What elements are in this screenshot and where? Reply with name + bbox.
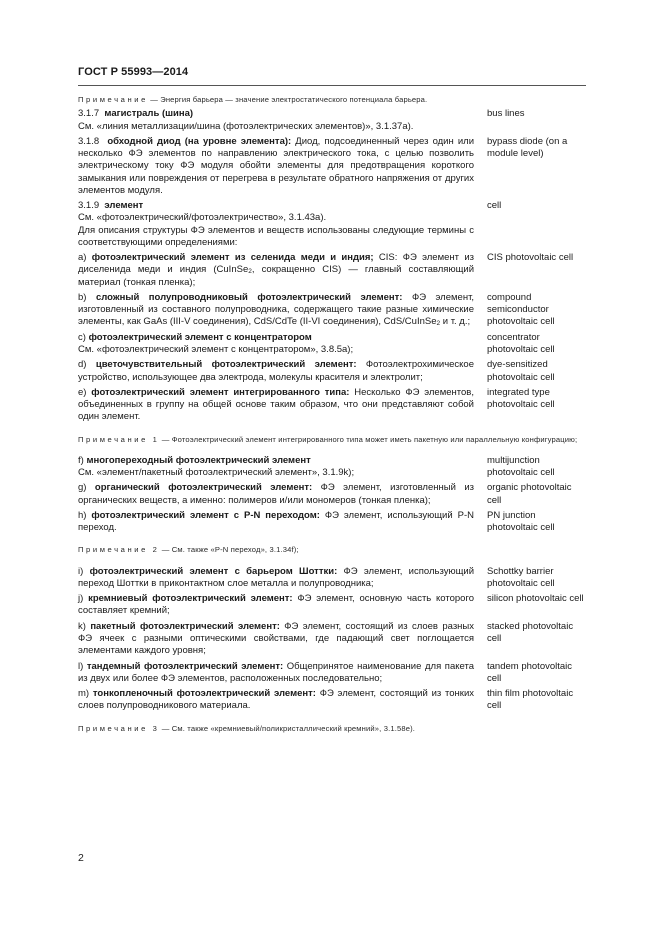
english-term: compound semiconductor photovoltaic cell [487, 291, 555, 328]
english-term: bus lines [487, 108, 525, 120]
english-term: thin film photovoltaic cell [487, 688, 574, 712]
item-b: b) сложный полупроводниковый фотоэлектрический элемент: ФЭ элемент, изготовленный из составного полупроводника, содержащего такие разные химические элементы, как GaAs (III-V соединения), CdS/CdTe (II-VI соединения), CdS/CuInSe$_2$ и т. д.; compound semiconductor photovoltaic cell [78, 292, 588, 329]
document-body [78, 94, 588, 734]
item-g: g) органический фотоэлектрический элемент: ФЭ элемент, изготовленный из органических веществ, а именно: полимеров и/или мономеров (тонкая пленка); organic photovoltaic cell [78, 482, 588, 506]
term-bypass-diode: обходной диод (на уровне элемента): [107, 135, 292, 147]
note-energy-barrier: Примечание — Энергия барьера — значение электростатического потенциала барьера. [78, 95, 428, 104]
english-term: multijunction photovoltaic cell [487, 454, 555, 478]
item-k: k) пакетный фотоэлектрический элемент: ФЭ элемент, состоящий из слоев разных ФЭ ячеек с разными оптическими свойствами, где падающий свет поглощается элементами каждого уровня; stacked photovoltaic cell [78, 621, 588, 658]
term-cell: элемент [104, 200, 144, 212]
english-term: organic photovoltaic cell [487, 482, 572, 506]
document-header: ГОСТ Р 55993—2014 [78, 66, 189, 78]
english-term: cell [487, 200, 502, 212]
note-3: Примечание 3 — См. также «кремниевый/поликристаллический кремний», 3.1.58e). [78, 723, 416, 733]
english-term: integrated type photovoltaic cell [487, 386, 555, 411]
entry-3-1-7: 3.1.7 магистраль (шина) См. «линия металлизации/шина (фотоэлектрических элементов)», 3.1.37a). bus lines [78, 108, 588, 132]
page-number: 2 [78, 852, 84, 864]
item-j: j) кремниевый фотоэлектрический элемент: ФЭ элемент, основную часть которого составляет кремний; silicon photovoltaic cell [78, 593, 588, 617]
item-h: h) фотоэлектрический элемент с P-N переходом: ФЭ элемент, использующий P-N переход. PN junction photovoltaic cell [78, 510, 588, 534]
note-2: Примечание 2 — См. также «P-N переход», 3.1.34f); [78, 545, 299, 555]
item-l: l) тандемный фотоэлектрический элемент: Общепринятое наименование для пакета из двух или более ФЭ элементов, расположенных последовательно; tandem photovoltaic cell [78, 661, 588, 685]
header-rule [78, 85, 586, 86]
item-i: i) фотоэлектрический элемент с барьером Шоттки: ФЭ элемент, использующий переход Шоттки в приконтактном слое металла и полупроводника; Schottky barrier photovoltaic cell [78, 566, 588, 590]
note-1: Примечание 1 — Фотоэлектрический элемент интегрированного типа может иметь пакетную или параллельную конфигурацию; [78, 434, 578, 444]
entry-3-1-9: 3.1.9 элемент См. «фотоэлектрический/фотоэлектричество», 3.1.43a). Для описания структуры ФЭ элементов и веществ использованы следующие термины с соответствующими определениями: cell [78, 200, 588, 249]
english-term: dye-sensitized photovoltaic cell [487, 359, 555, 383]
english-term: PN junction photovoltaic cell [487, 509, 555, 534]
item-m: m) тонкопленочный фотоэлектрический элемент: ФЭ элемент, состоящий из тонких слоев полупроводникового материала. thin film photovoltaic cell [78, 688, 588, 712]
item-c: c) фотоэлектрический элемент с концентратором См. «фотоэлектрический элемент с концентратором», 3.8.5a); concentrator photovoltaic cell [78, 332, 588, 356]
english-term: concentrator photovoltaic cell [487, 331, 555, 355]
item-d: d) цветочувствительный фотоэлектрический элемент: Фотоэлектрохимическое устройство, использующее два электрода, молекулы красителя и электролит; dye-sensitized photovoltaic cell [78, 359, 588, 383]
item-f: f) многопереходный фотоэлектрический элемент См. «элемент/пакетный фотоэлектрический элемент», 3.1.9k); multijunction photovoltaic cell [78, 455, 588, 479]
english-term: bypass diode (on a module level) [487, 135, 568, 160]
item-e: e) фотоэлектрический элемент интегрированного типа: Несколько ФЭ элементов, объединенных в группу на общей основе таким образом, что они представляют собой один элемент. integrated type photovoltaic cell [78, 387, 588, 424]
item-a: a) фотоэлектрический элемент из селенида меди и индия; CIS: ФЭ элемент из диселенида меди и индия (CuInSe$_2$, сокращенно CIS) — главный составляющий материал (тонкая пленка); CIS photovoltaic cell [78, 252, 588, 289]
english-term: stacked photovoltaic cell [487, 620, 574, 644]
term-bus-lines: магистраль (шина) [104, 108, 194, 120]
english-term: silicon photovoltaic cell [487, 593, 584, 605]
english-term: CIS photovoltaic cell [487, 252, 574, 264]
english-term: Schottky barrier photovoltaic cell [487, 565, 555, 589]
entry-3-1-8: 3.1.8 обходной диод (на уровне элемента): Диод, подсоединенный через один или несколько ФЭ элементов по направлению электрического тока, с целью позволить электрическому току ФЭ модуля обойти элементы для предотвращения короткого замыкания или повреждения от перегрева в результате обратного напряжения от других элементов модуля. bypass diode (on a module level) [78, 136, 588, 197]
english-term: tandem photovoltaic cell [487, 660, 573, 684]
